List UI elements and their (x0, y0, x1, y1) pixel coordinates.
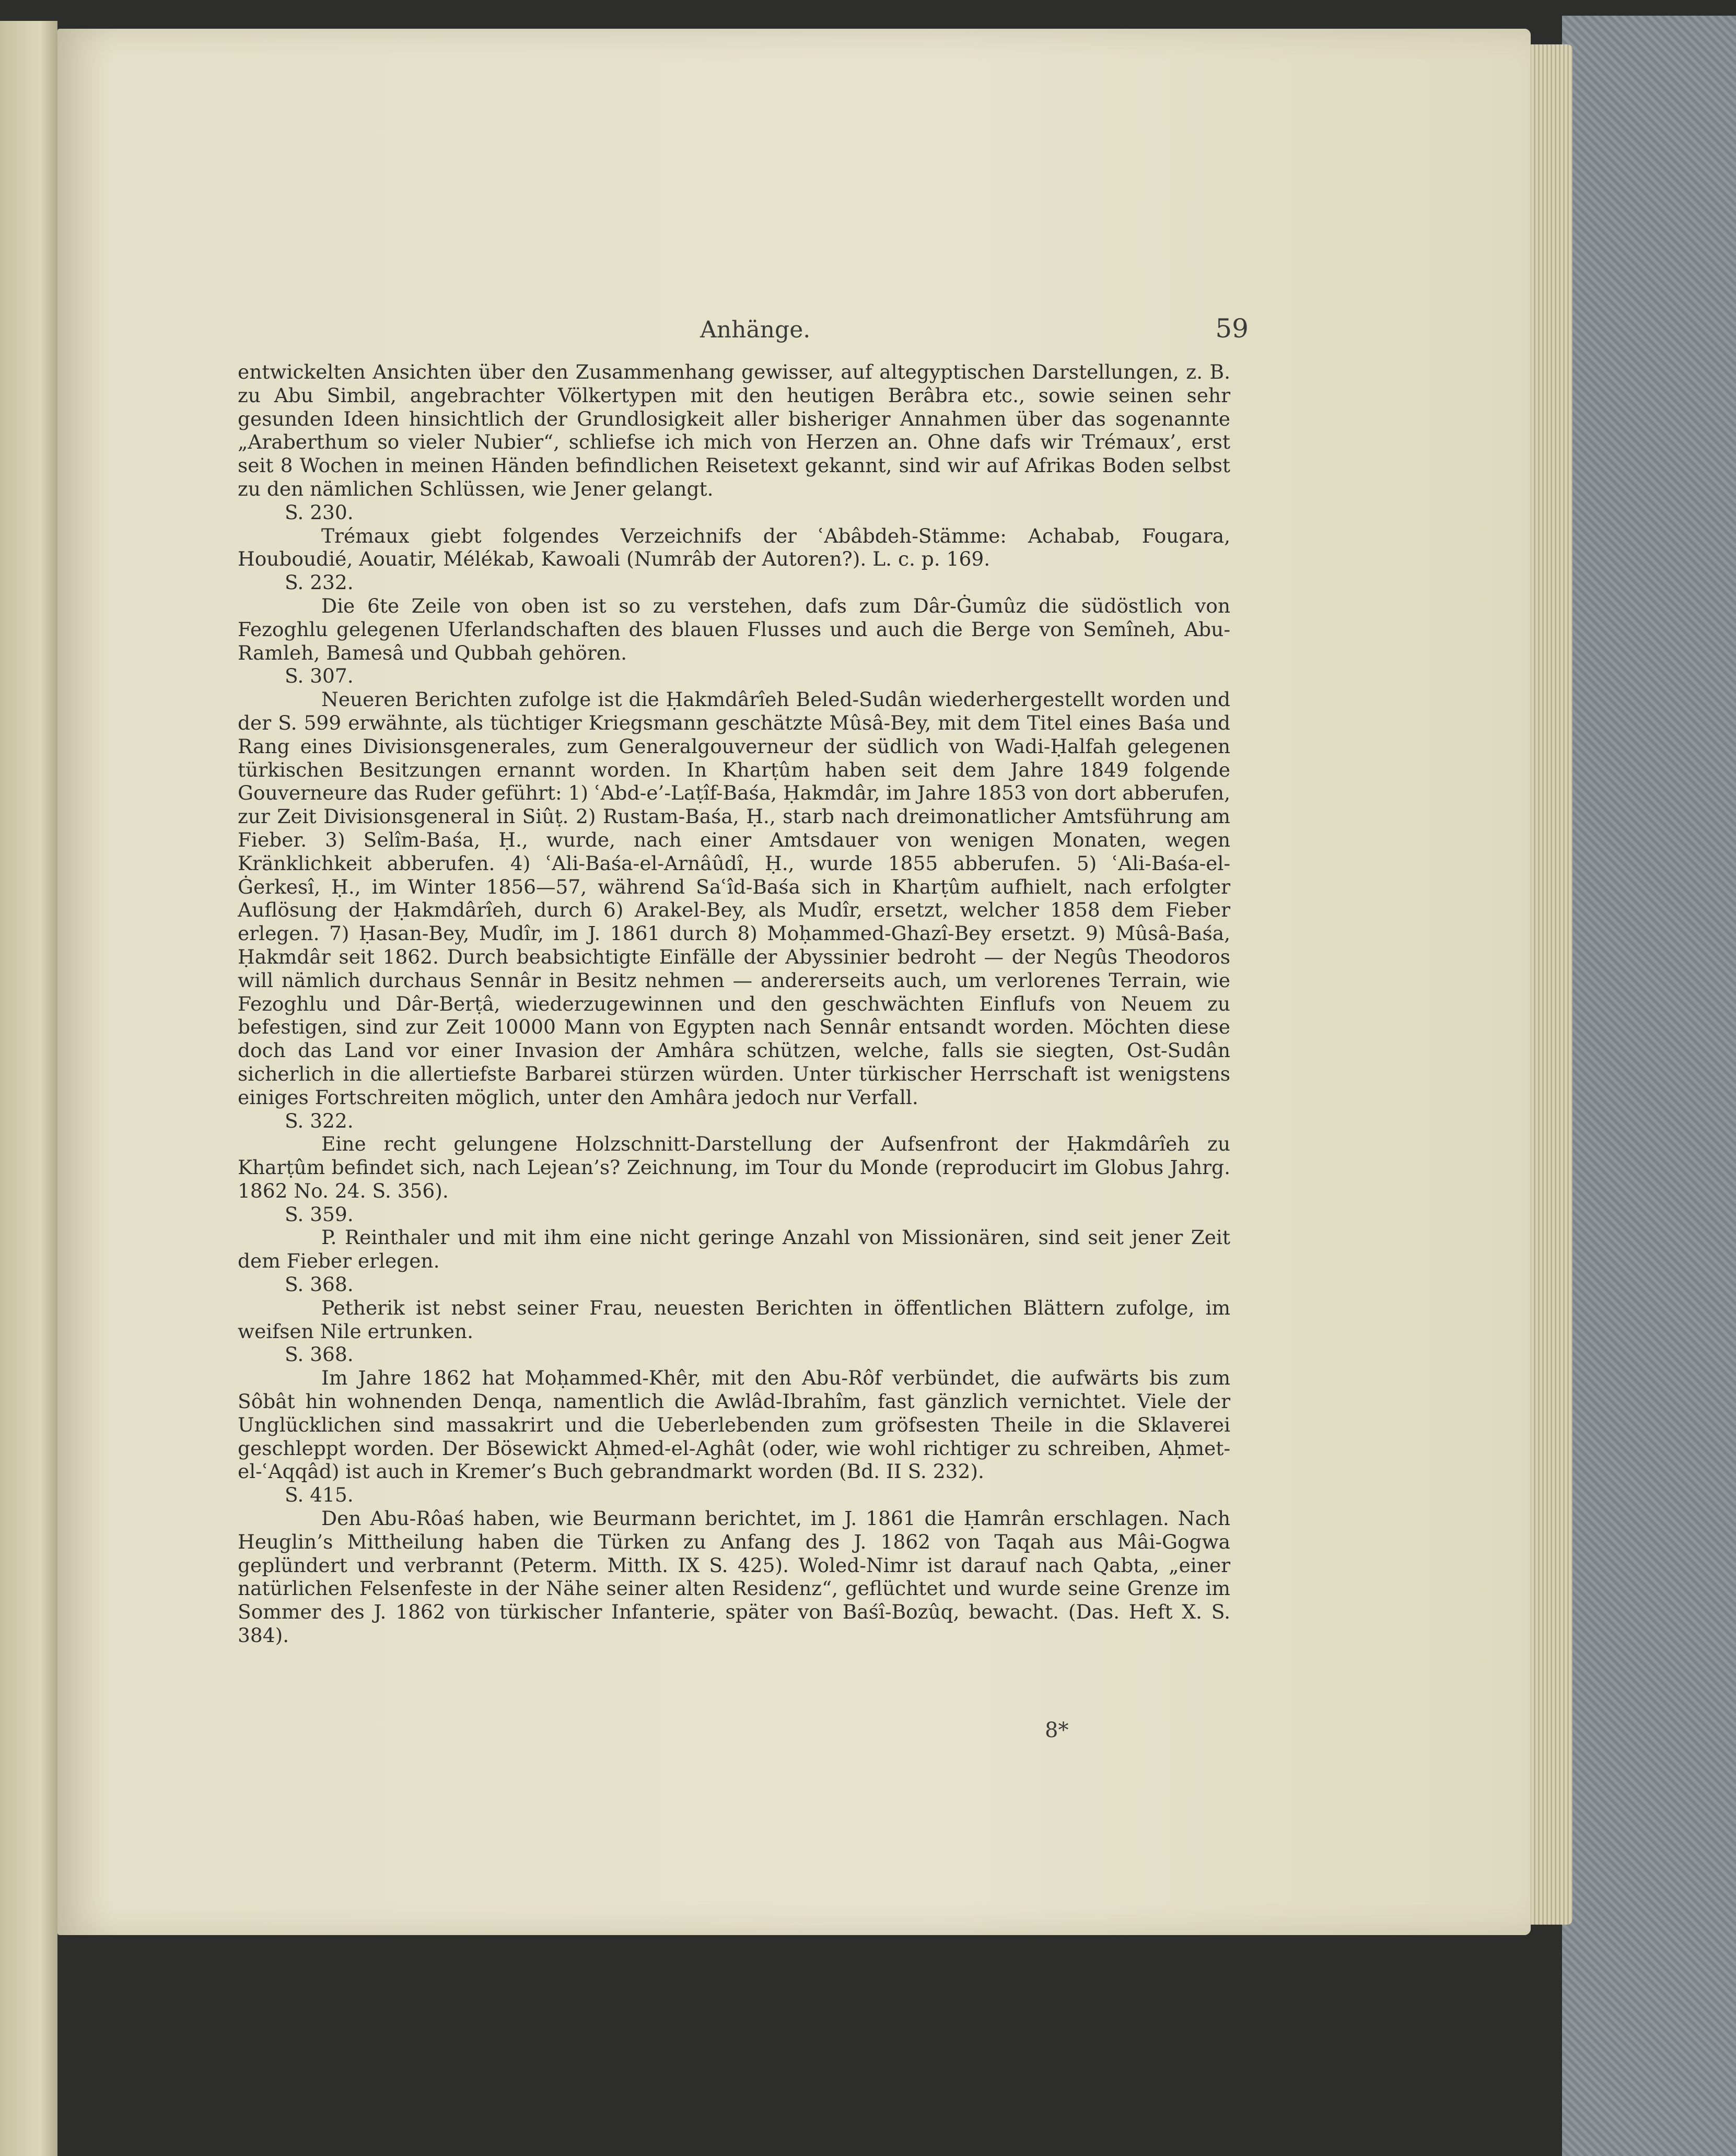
paragraph: Petherik ist nebst seiner Frau, neuesten Berichten in öffentlichen Blättern zufolge, im weifsen Nile ertrunken. (238, 1296, 1230, 1343)
section-reference: S. 230. (285, 500, 354, 524)
signature-mark: 8* (1045, 1718, 1069, 1742)
book-cover-cloth (1562, 16, 1736, 2156)
section-reference: S. 368. (285, 1273, 354, 1296)
paragraph: Im Jahre 1862 hat Moḥammed-Khêr, mit den Abu-Rôf verbündet, die aufwärts bis zum Sôbât hin wohnenden Denqa, namentlich die Awlâd-Ibrahîm, fast gänzlich vernichtet. Viele der Unglücklichen sind massakrirt und die Ueberlebenden zum gröfsesten Theile in die Sklaverei geschleppt worden. Der Bösewickt Aḥmed-el-Aghât (oder, wie wohl richtiger zu schreiben, Aḥmet-el-ʿAqqâd) ist auch in Kremer’s Buch gebrandmarkt worden (Bd. II S. 232). (238, 1366, 1230, 1483)
section-reference: S. 307. (285, 664, 354, 688)
paragraph: Eine recht gelungene Holzschnitt-Darstellung der Aufsenfront der Ḥakmdârîeh zu Kharṭûm befindet sich, nach Lejean’s? Zeichnung, im Tour du Monde (reproducirt im Globus Jahrg. 1862 No. 24. S. 356). (238, 1132, 1230, 1202)
section-reference: S. 322. (285, 1109, 354, 1132)
running-title: Anhänge. (700, 317, 811, 343)
section-reference: S. 232. (285, 571, 354, 594)
paragraph: P. Reinthaler und mit ihm eine nicht geringe Anzahl von Missionären, sind seit jener Zeit dem Fieber erlegen. (238, 1226, 1230, 1273)
facing-page-edge (0, 21, 57, 2156)
section-reference: S. 359. (285, 1202, 354, 1226)
paragraph: Den Abu-Rôaś haben, wie Beurmann berichtet, im J. 1861 die Ḥamrân erschlagen. Nach Heuglin’s Mittheilung haben die Türken zu Anfang des J. 1862 von Taqah aus Mâi-Gogwa geplündert und verbrannt (Peterm. Mitth. IX S. 425). Woled-Nimr ist darauf nach Qabta, „einer natürlichen Felsenfeste in der Nähe seiner alten Residenz“, geflüchtet und wurde seine Grenze im Sommer des J. 1862 von türkischer Infanterie, später von Baśî-Bozûq, bewacht. (Das. Heft X. S. 384). (238, 1507, 1230, 1647)
running-header (700, 313, 1249, 350)
body-text (238, 360, 1230, 1647)
paragraph: Die 6te Zeile von oben ist so zu verstehen, dafs zum Dâr-Ġumûz die südöstlich von Fezoghlu gelegenen Uferlandschaften des blauen Flusses und auch die Berge von Semîneh, Abu-Ramleh, Bamesâ und Qubbah gehören. (238, 594, 1230, 664)
paragraph: Neueren Berichten zufolge ist die Ḥakmdârîeh Beled-Sudân wiederhergestellt worden und der S. 599 erwähnte, als tüchtiger Kriegsmann geschätzte Mûsâ-Bey, mit dem Titel eines Baśa und Rang eines Divisionsgenerales, zum Generalgouverneur der südlich von Wadi-Ḥalfah gelegenen türkischen Besitzungen ernannt worden. In Kharṭûm haben seit dem Jahre 1849 folgende Gouverneure das Ruder geführt: 1) ʿAbd-e’-Laṭîf-Baśa, Ḥakmdâr, im Jahre 1853 von dort abberufen, zur Zeit Divisionsgeneral in Siûṭ. 2) Rustam-Baśa, Ḥ., starb nach dreimonatlicher Amtsführung am Fieber. 3) Selîm-Baśa, Ḥ., wurde, nach einer Amtsdauer von wenigen Monaten, wegen Kränklichkeit abberufen. 4) ʿAli-Baśa-el-Arnâûdî, Ḥ., wurde 1855 abberufen. 5) ʿAli-Baśa-el-Ġerkesî, Ḥ., im Winter 1856—57, während Saʿîd-Baśa sich in Kharṭûm aufhielt, nach erfolgter Auflösung der Ḥakmdârîeh, durch 6) Arakel-Bey, als Mudîr, ersetzt, welcher 1858 dem Fieber erlegen. 7) Ḥasan-Bey, Mudîr, im J. 1861 durch 8) Moḥammed-Ghazî-Bey ersetzt. 9) Mûsâ-Baśa, Ḥakmdâr seit 1862. Durch beabsichtigte Einfälle der Abyssinier bedroht — der Negûs Theodoros will nämlich durchaus Sennâr in Besitz nehmen — andererseits auch, um verlorenes Terrain, wie Fezoghlu und Dâr-Berṭâ, wiederzugewinnen und den geschwächten Einflufs von Neuem zu befestigen, sind zur Zeit 10000 Mann von Egypten nach Sennâr entsandt worden. Möchten diese doch das Land vor einer Invasion der Amhâra schützen, welche, falls sie siegten, Ost-Sudân sicherlich in die allertiefste Barbarei stürzen würden. Unter türkischer Herrschaft ist wenigstens einiges Fortschreiten möglich, unter den Amhâra jedoch nur Verfall. (238, 688, 1230, 1109)
paragraph: Trémaux giebt folgendes Verzeichnifs der ʿAbâbdeh-Stämme: Achabab, Fougara, Houboudié, Aouatir, Mélékab, Kawoali (Numrâb der Autoren?). L. c. p. 169. (238, 524, 1230, 571)
page-number: 59 (1215, 313, 1249, 344)
section-reference: S. 368. (285, 1343, 354, 1366)
section-reference: S. 415. (285, 1483, 354, 1507)
paragraph: entwickelten Ansichten über den Zusammenhang gewisser, auf altegyptischen Darstellungen, z. B. zu Abu Simbil, angebrachter Völkertypen mit den heutigen Berâbra etc., sowie seinen sehr gesunden Ideen hinsichtlich der Grundlosigkeit aller bisheriger Annahmen über das sogenannte „Araberthum so vieler Nubier“, schliefse ich mich von Herzen an. Ohne dafs wir Trémaux’, erst seit 8 Wochen in meinen Händen befindlichen Reisetext gekannt, sind wir auf Afrikas Boden selbst zu den nämlichen Schlüssen, wie Jener gelangt. (238, 360, 1230, 500)
